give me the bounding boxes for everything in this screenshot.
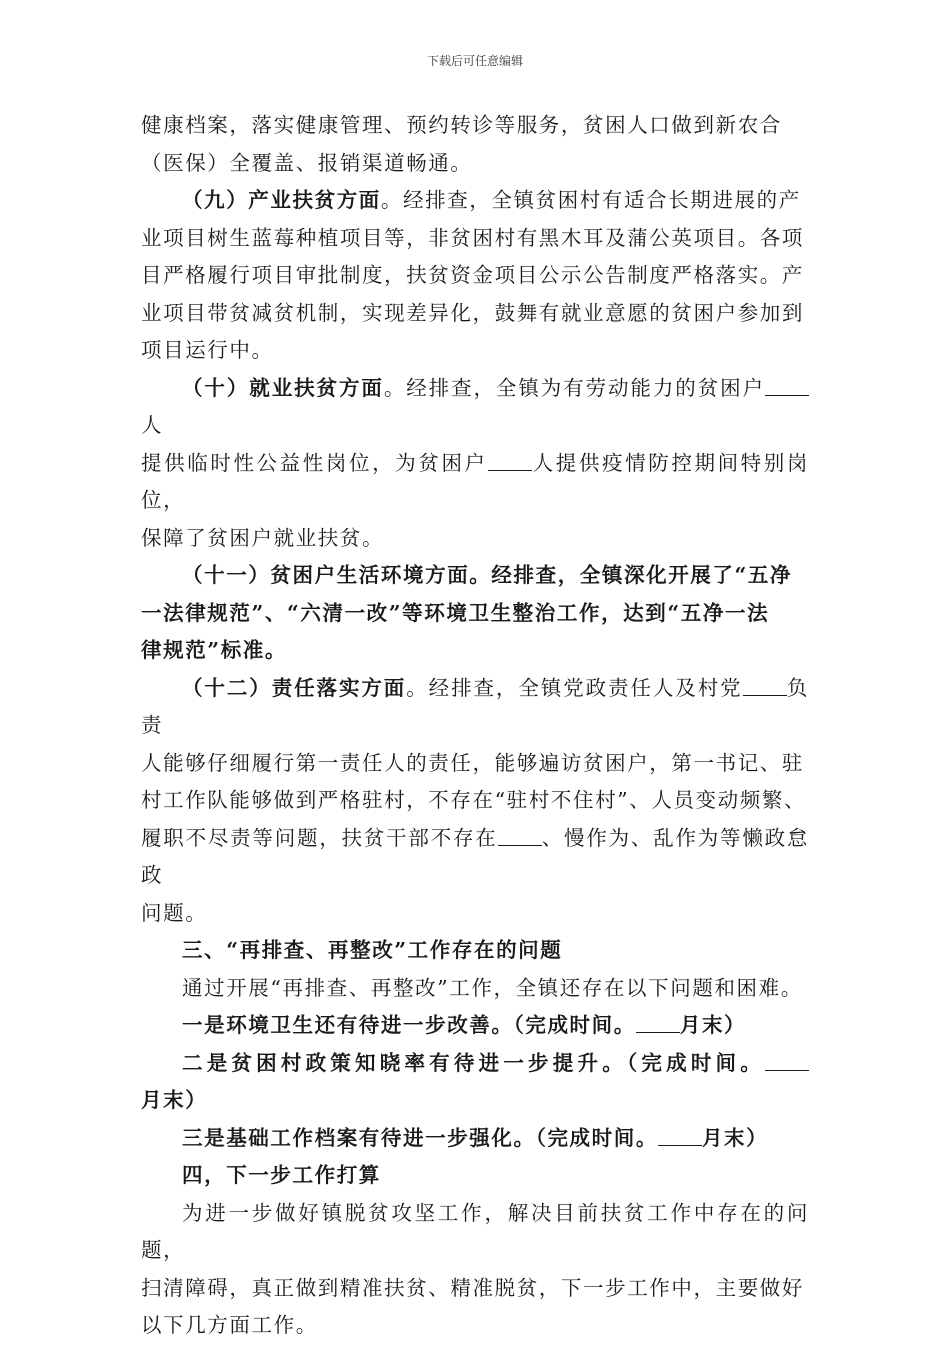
paragraph-problems-intro: 通过开展“再排查、再整改”工作，全镇还存在以下问题和困难。 [182,975,803,1000]
section-heading-responsibility: （十二）责任落实方面 [182,675,407,700]
document-body [141,107,809,1345]
blank-fill-line [743,676,787,695]
paragraph-next-steps: 为进一步做好镇脱贫攻坚工作，解决目前扶贫工作中存在的问题， 扫清障碍，真正做到精准扶贫、精准脱贫，下一步工作中，主要做好 以下几方面工作。 [141,1200,809,1337]
problem-item-1: 一是环境卫生还有待进一步改善。（完成时间。 月末） [182,1013,747,1037]
blank-fill-line [498,826,542,845]
blank-fill-line [636,1014,680,1033]
blank-fill-line [658,1126,702,1145]
paragraph-industry-poverty: （九）产业扶贫方面。经排查，全镇贫困村有适合长期进展的产 业项目树生蓝莓种植项目等，非贫困村有黑木耳及蒲公英项目。各项 目严格履行项目审批制度，扶贫资金项目公示公告制度严格落实。产 业项目带贫减贫机制，实现差异化，鼓舞有就业意愿的贫困户参加到 项目运行中。 [141,188,804,362]
paragraph-living-environment: （十一）贫困户生活环境方面。经排查，全镇深化开展了“五净 一法律规范”、“六清一改”等环境卫生整治工作，达到“五净一法 律规范”标准。 [141,563,793,662]
problem-item-2: 二是贫困村政策知晓率有待进一步提升。（完成时间。月末） [141,1045,809,1120]
section-heading-industry: （九）产业扶贫方面 [182,188,381,212]
blank-fill-line [765,376,809,395]
blank-fill-line [765,1051,809,1070]
page-header: 下载后可任意编辑 [426,54,523,68]
paragraph-employment-poverty: （十）就业扶贫方面。经排查，全镇为有劳动能力的贫困户人 提供临时性公益性岗位，为贫困户 人提供疫情防控期间特别岗位， 保障了贫困户就业扶贫。 [141,375,810,550]
paragraph-health-archive: 健康档案，落实健康管理、预约转诊等服务，贫困人口做到新农合 （医保）全覆盖、报销渠道畅通。 [141,113,782,175]
section-heading-employment: （十）就业扶贫方面 [182,375,384,400]
blank-fill-line [488,451,532,470]
heading-existing-problems: 三、“再排查、再整改”工作存在的问题 [182,938,563,962]
heading-next-steps: 四，下一步工作打算 [182,1163,381,1187]
paragraph-responsibility: （十二）责任落实方面。经排查，全镇党政责任人及村党 负责 人能够仔细履行第一责任人的责任，能够遍访贫困户，第一书记、驻 村工作队能够做到严格驻村，不存在“驻村不住村”、人员变动频繁、 履职不尽责等问题，扶贫干部不存在 、慢作为、乱作为等懒政怠政 问题。 [141,675,810,925]
problem-item-3: 三是基础工作档案有待进一步强化。（完成时间。 月末） [182,1125,769,1150]
